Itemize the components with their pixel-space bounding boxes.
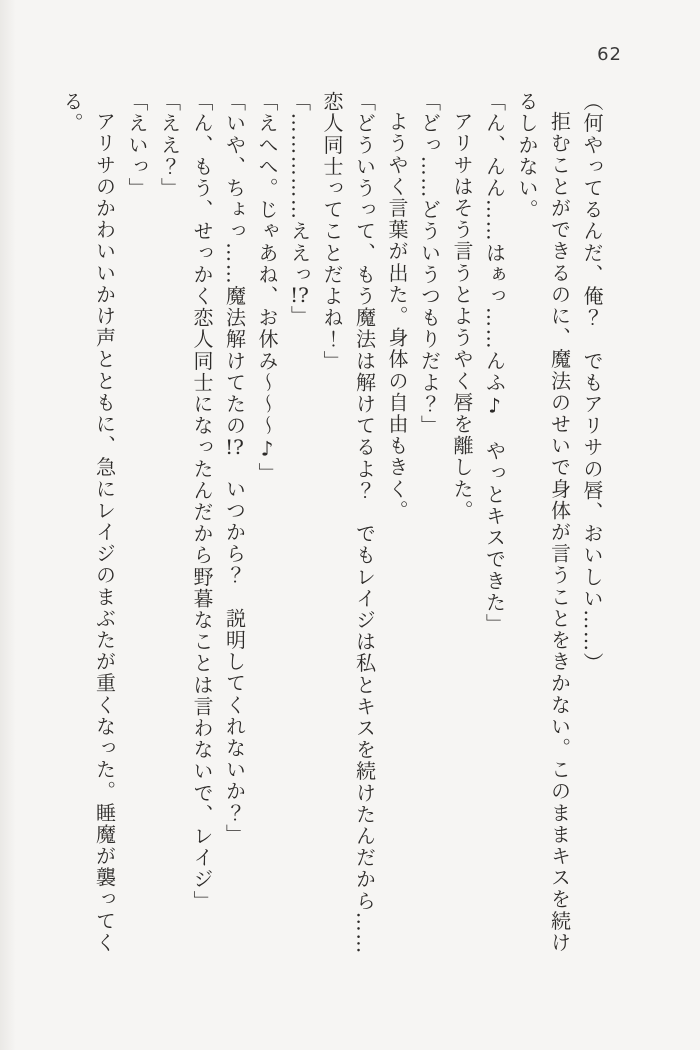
novel-paragraph: （何やってるんだ、俺？ でもアリサの唇、おいしい……） bbox=[580, 91, 604, 675]
novel-paragraph: 「いや、ちょっ……魔法解けてたの!? いつから？ 説明してくれないか？」 bbox=[222, 91, 247, 846]
novel-paragraph: アリサのかわいいかけ声とともに、急にレイジのまぶたが重くなった。睡魔が襲ってくる。 bbox=[60, 91, 117, 954]
page-number: 62 bbox=[597, 44, 622, 65]
tate-chu-yoko: !? bbox=[290, 285, 309, 306]
novel-paragraph: 「ん、んん……はぁっ……んふ♪ やっとキスできた」 bbox=[482, 91, 507, 635]
novel-paragraph: 「えへへ。じゃあね、お休み～～～♪」 bbox=[255, 91, 279, 484]
scan-edge-shadow bbox=[0, 0, 16, 1050]
novel-paragraph: 「どういうって、もう魔法は解けてるよ？ でもレイジは私とキスを続けたんだから……恋人同士ってことだよね！」 bbox=[320, 91, 377, 955]
novel-paragraph: アリサはそう言うとようやく唇を離した。 bbox=[450, 111, 474, 522]
novel-paragraph: 「ええ？」 bbox=[157, 91, 182, 199]
novel-paragraph: 「……………ええっ!?」 bbox=[287, 91, 312, 328]
novel-paragraph: 「ん、もう、せっかく恋人同士になったんだから野暮なことは言わないで、レイジ」 bbox=[190, 91, 214, 912]
novel-paragraph: 「どっ……どういうつもりだよ？」 bbox=[417, 91, 442, 437]
tate-chu-yoko: !? bbox=[225, 436, 244, 457]
novel-paragraph: 「えいっ」 bbox=[125, 91, 149, 199]
novel-text-block bbox=[56, 91, 609, 957]
novel-paragraph: ようやく言葉が出た。身体の自由もきく。 bbox=[385, 111, 409, 522]
novel-paragraph: 拒むことができるのに、魔法のせいで身体が言うことをきかない。このままキスを続けるしかない。 bbox=[515, 91, 572, 954]
